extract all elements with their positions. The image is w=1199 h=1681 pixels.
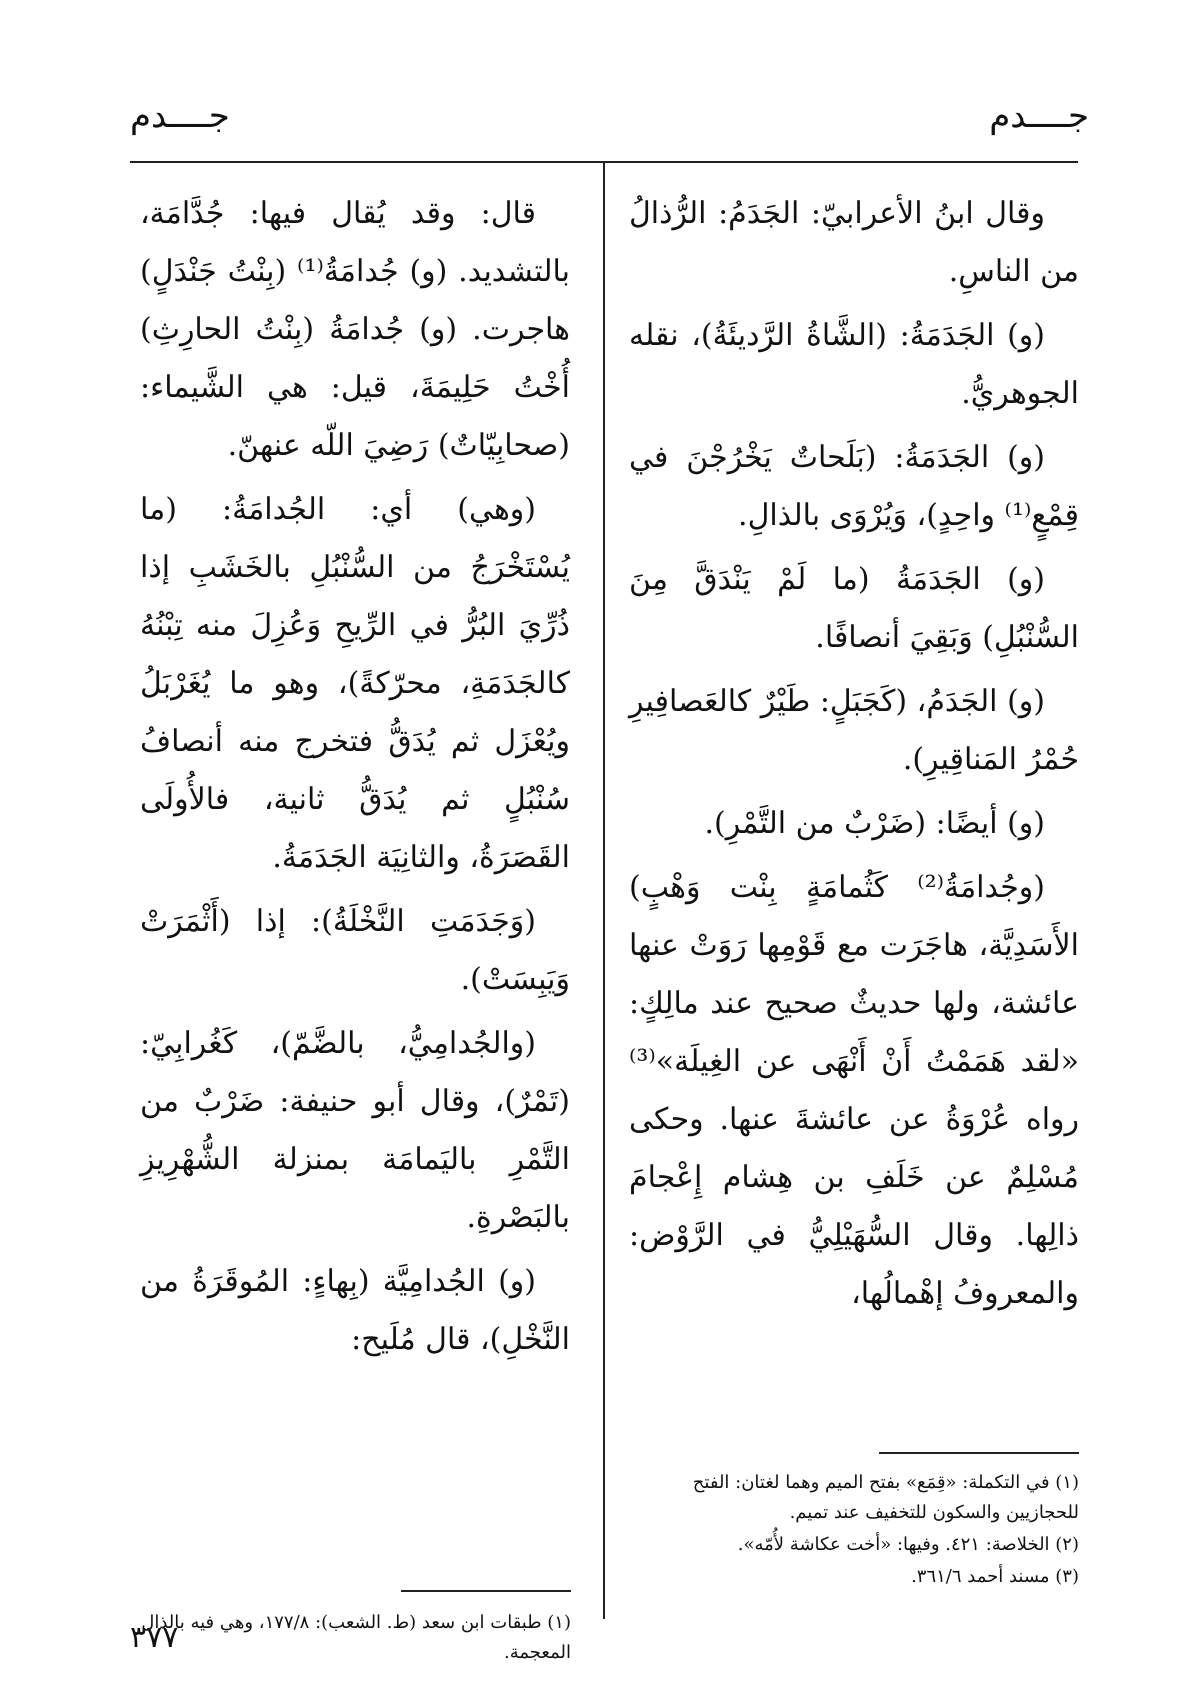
- paragraph: (وَجَدَمَتِ النَّخْلَةُ): إذا (أَثْمَرَتْ وَيَبِسَتْ).: [140, 904, 570, 997]
- paragraph: (و) الجَدَمَةُ: (بَلَحاتٌ يَخْرُجْنَ في قِمْعٍ⁽¹⁾ واحِدٍ)، وَيُرْوَى بالذالِ.: [629, 440, 1079, 533]
- paragraph: (و) الجَدَمَةُ: (الشَّاةُ الرَّديئَةُ)، نقله الجوهريُّ.: [629, 318, 1079, 411]
- column-divider: [603, 163, 605, 1619]
- paragraph: وقال ابنُ الأعرابيّ: الجَدَمُ: الرُّذالُ من الناسِ.: [629, 196, 1079, 289]
- paragraph: (وهي) أي: الجُدامَةُ: (ما يُسْتَخْرَجُ من السُّنْبُلِ بالخَشَبِ إذا ذُرِّيَ البُرُّ في الرِّيحِ وَعُزِلَ منه تِبْنُهُ كالجَدَمَةِ، محرّكةً)، وهو ما يُغَرْبَلُ ويُعْزَل ثم يُدَقُّ فتخرج منه أنصافُ سُنْبُلٍ ثم يُدَقُّ ثانية، فالأُولَى القَصَرَةُ، والثانِيَة الجَدَمَةُ.: [140, 492, 570, 875]
- paragraph: (والجُدامِيُّ، بالضَّمّ)، كَغُرابِيّ: (تَمْرٌ)، وقال أبو حنيفة: ضَرْبٌ من التَّمْرِ باليَمامَة بمنزلة الشُّهْرِيزِ بالبَصْرةِ.: [140, 1026, 570, 1235]
- right-column: [629, 185, 1079, 1329]
- paragraph: قال: وقد يُقال فيها: جُدَّامَة، بالتشديد. (و) جُدامَةُ⁽¹⁾ (بِنْتُ جَنْدَلٍ) هاجرت. (و) جُدامَةُ (بِنْتُ الحارِثِ) أُخْتُ حَلِيمَةَ، قيل: هي الشَّيماء: (صحابِيّاتٌ) رَضِيَ اللّه عنهنّ.: [140, 196, 570, 463]
- paragraph: (و) الجَدَمَةُ (ما لَمْ يَنْدَقَّ مِنَ السُّنْبُلِ) وَبَقِيَ أنصافًا.: [629, 562, 1079, 655]
- running-header-left: جــــدم: [130, 96, 230, 136]
- left-column: [140, 185, 570, 1375]
- paragraph: (و) الجَدَمُ، (كَجَبَلٍ: طَيْرٌ كالعَصافِيرِ حُمْرُ المَناقِيرِ).: [629, 684, 1079, 777]
- footnote: (١) في التكملة: «قِمَع» بفتح الميم وهما لغتان: الفتح للحجازيين والسكون للتخفيف عند تميم.: [692, 1472, 1079, 1523]
- paragraph: (و) أيضًا: (ضَرْبٌ من التَّمْرِ).: [704, 806, 1045, 841]
- footnotes-right: [624, 1468, 1079, 1594]
- page-number: ٣٧٧: [130, 1620, 179, 1655]
- footnote-rule-left: [401, 1590, 571, 1592]
- footnote: (١) طبقات ابن سعد (ط. الشعب): ١٧٧/٨، وهي فيه بالذال المعجمة.: [141, 1612, 571, 1663]
- footnote: (٣) مسند أحمد ٣٦١/٦.: [911, 1566, 1079, 1587]
- footnote-rule-right: [879, 1452, 1079, 1454]
- footnotes-left: [131, 1608, 571, 1670]
- paragraph: (وجُدامَةُ⁽²⁾ كَثُمامَةٍ بِنْت وَهْبٍ) الأَسَدِيَّة، هاجَرَت مع قَوْمِها رَوَتْ عنها عائشة، ولها حديثٌ صحيح عند مالِكٍ: «لقد هَمَمْتُ أَنْ أَنْهَى عن الغِيلَة»⁽³⁾ رواه عُرْوَةُ عن عائشةَ عنها. وحكى مُسْلِمٌ عن خَلَفِ بن هِشام إِعْجامَ ذالِها. وقال السُّهَيْلِيُّ في الرَّوْض: والمعروفُ إهْمالُها،: [629, 870, 1079, 1311]
- paragraph: (و) الجُدامِيَّة (بِهاءٍ: المُوقَرَةُ من النَّخْلِ)، قال مُلَيح:: [140, 1264, 570, 1357]
- footnote: (٢) الخلاصة: ٤٢١. وفيها: «أخت عكاشة لأُمّه».: [737, 1534, 1079, 1555]
- running-header-right: جــــدم: [989, 96, 1089, 136]
